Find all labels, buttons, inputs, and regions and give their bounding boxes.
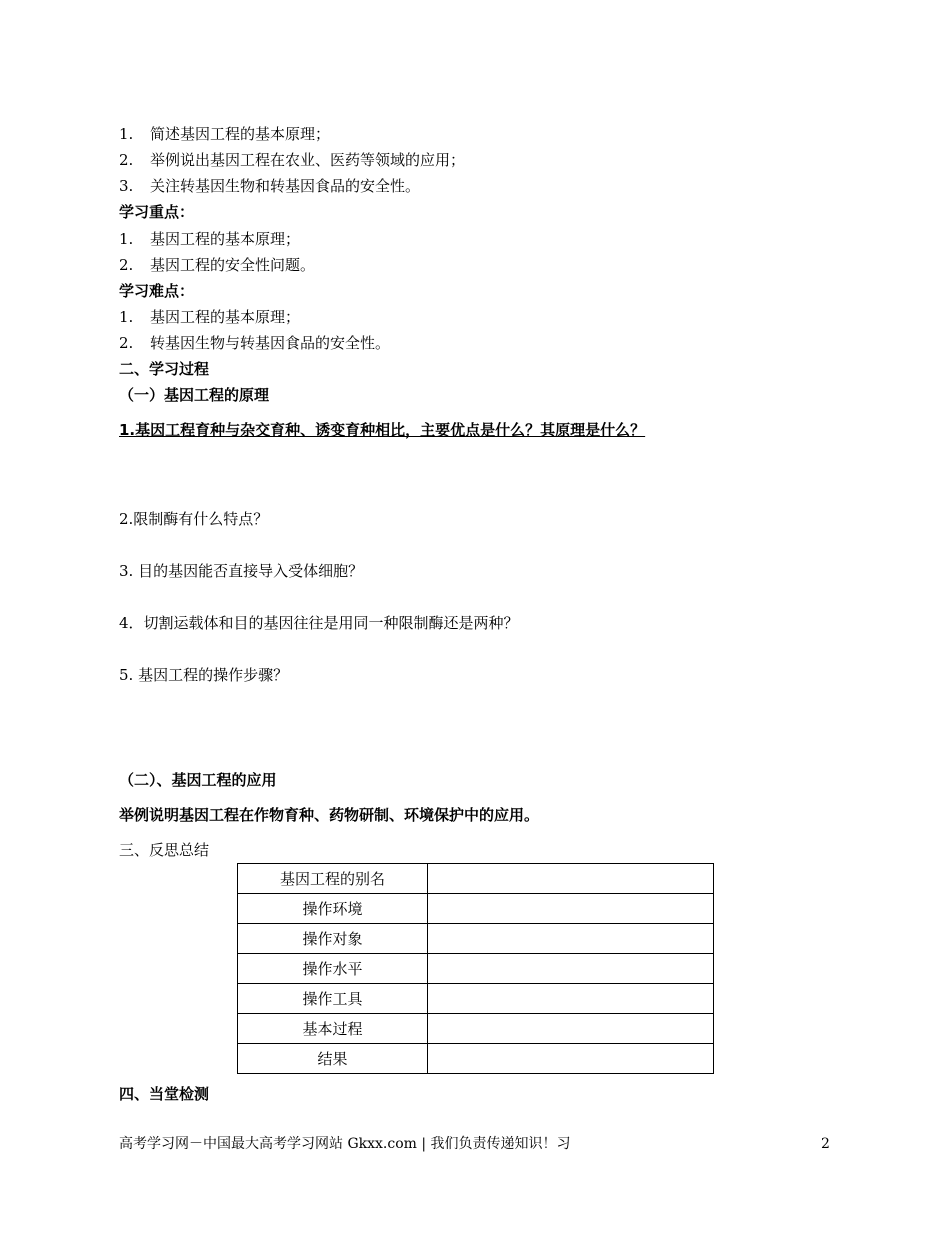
answer-cell	[428, 894, 714, 924]
item-number: 1.	[119, 125, 134, 143]
item-number: 2.	[119, 256, 134, 274]
answer-cell	[428, 864, 714, 894]
table-row	[238, 894, 714, 924]
difficulty-item	[119, 333, 390, 353]
question-2: 2.限制酶有什么特点？	[119, 510, 269, 528]
check-heading: 四、当堂检测	[119, 1085, 210, 1103]
question-1: 1.基因工程育种与杂交育种、诱变育种相比，主要优点是什么？其原理是什么？	[119, 421, 646, 439]
objective-item	[119, 124, 330, 144]
item-text: 转基因生物与转基因食品的安全性。	[150, 334, 391, 352]
item-number: 2.	[119, 151, 134, 169]
key-point-item	[119, 229, 300, 249]
table-row	[238, 1044, 714, 1074]
item-text: 举例说出基因工程在农业、医药等领域的应用；	[150, 151, 466, 169]
item-text: 基因工程的基本原理；	[150, 230, 301, 248]
table-row	[238, 954, 714, 984]
summary-table	[237, 863, 714, 1074]
answer-cell	[428, 924, 714, 954]
reflection-heading: 三、反思总结	[119, 841, 210, 859]
row-label: 操作对象	[238, 924, 428, 954]
process-heading: 二、学习过程	[119, 360, 210, 378]
objective-item	[119, 150, 465, 170]
application-question: 举例说明基因工程在作物育种、药物研制、环境保护中的应用。	[119, 806, 540, 824]
item-text: 简述基因工程的基本原理；	[150, 125, 331, 143]
row-label: 基因工程的别名	[238, 864, 428, 894]
table-row	[238, 984, 714, 1014]
footer-text: 高考学习网－中国最大高考学习网站 Gkxx.com | 我们负责传递知识！习	[119, 1136, 571, 1152]
question-4: 4．切割运载体和目的基因往往是用同一种限制酶还是两种？	[119, 614, 519, 632]
item-number: 3.	[119, 177, 134, 195]
answer-cell	[428, 1044, 714, 1074]
row-label: 基本过程	[238, 1014, 428, 1044]
table-row	[238, 864, 714, 894]
difficulty-item	[119, 307, 300, 327]
row-label: 操作水平	[238, 954, 428, 984]
answer-cell	[428, 954, 714, 984]
section-principle-heading: （一）基因工程的原理	[119, 386, 270, 404]
question-3: 3. 目的基因能否直接导入受体细胞？	[119, 562, 364, 580]
item-text: 关注转基因生物和转基因食品的安全性。	[150, 177, 421, 195]
answer-cell	[428, 1014, 714, 1044]
objective-item	[119, 176, 420, 196]
item-number: 1.	[119, 308, 134, 326]
question-5: 5. 基因工程的操作步骤？	[119, 666, 289, 684]
row-label: 结果	[238, 1044, 428, 1074]
page-number: 2	[821, 1136, 830, 1152]
answer-cell	[428, 984, 714, 1014]
key-points-heading: 学习重点：	[119, 203, 195, 221]
row-label: 操作环境	[238, 894, 428, 924]
row-label: 操作工具	[238, 984, 428, 1014]
difficulties-heading: 学习难点：	[119, 282, 195, 300]
item-text: 基因工程的安全性问题。	[150, 256, 316, 274]
key-point-item	[119, 255, 315, 275]
section-application-heading: （二）、基因工程的应用	[119, 771, 277, 789]
table-row	[238, 1014, 714, 1044]
item-number: 2.	[119, 334, 134, 352]
item-number: 1.	[119, 230, 134, 248]
table-row	[238, 924, 714, 954]
item-text: 基因工程的基本原理；	[150, 308, 301, 326]
